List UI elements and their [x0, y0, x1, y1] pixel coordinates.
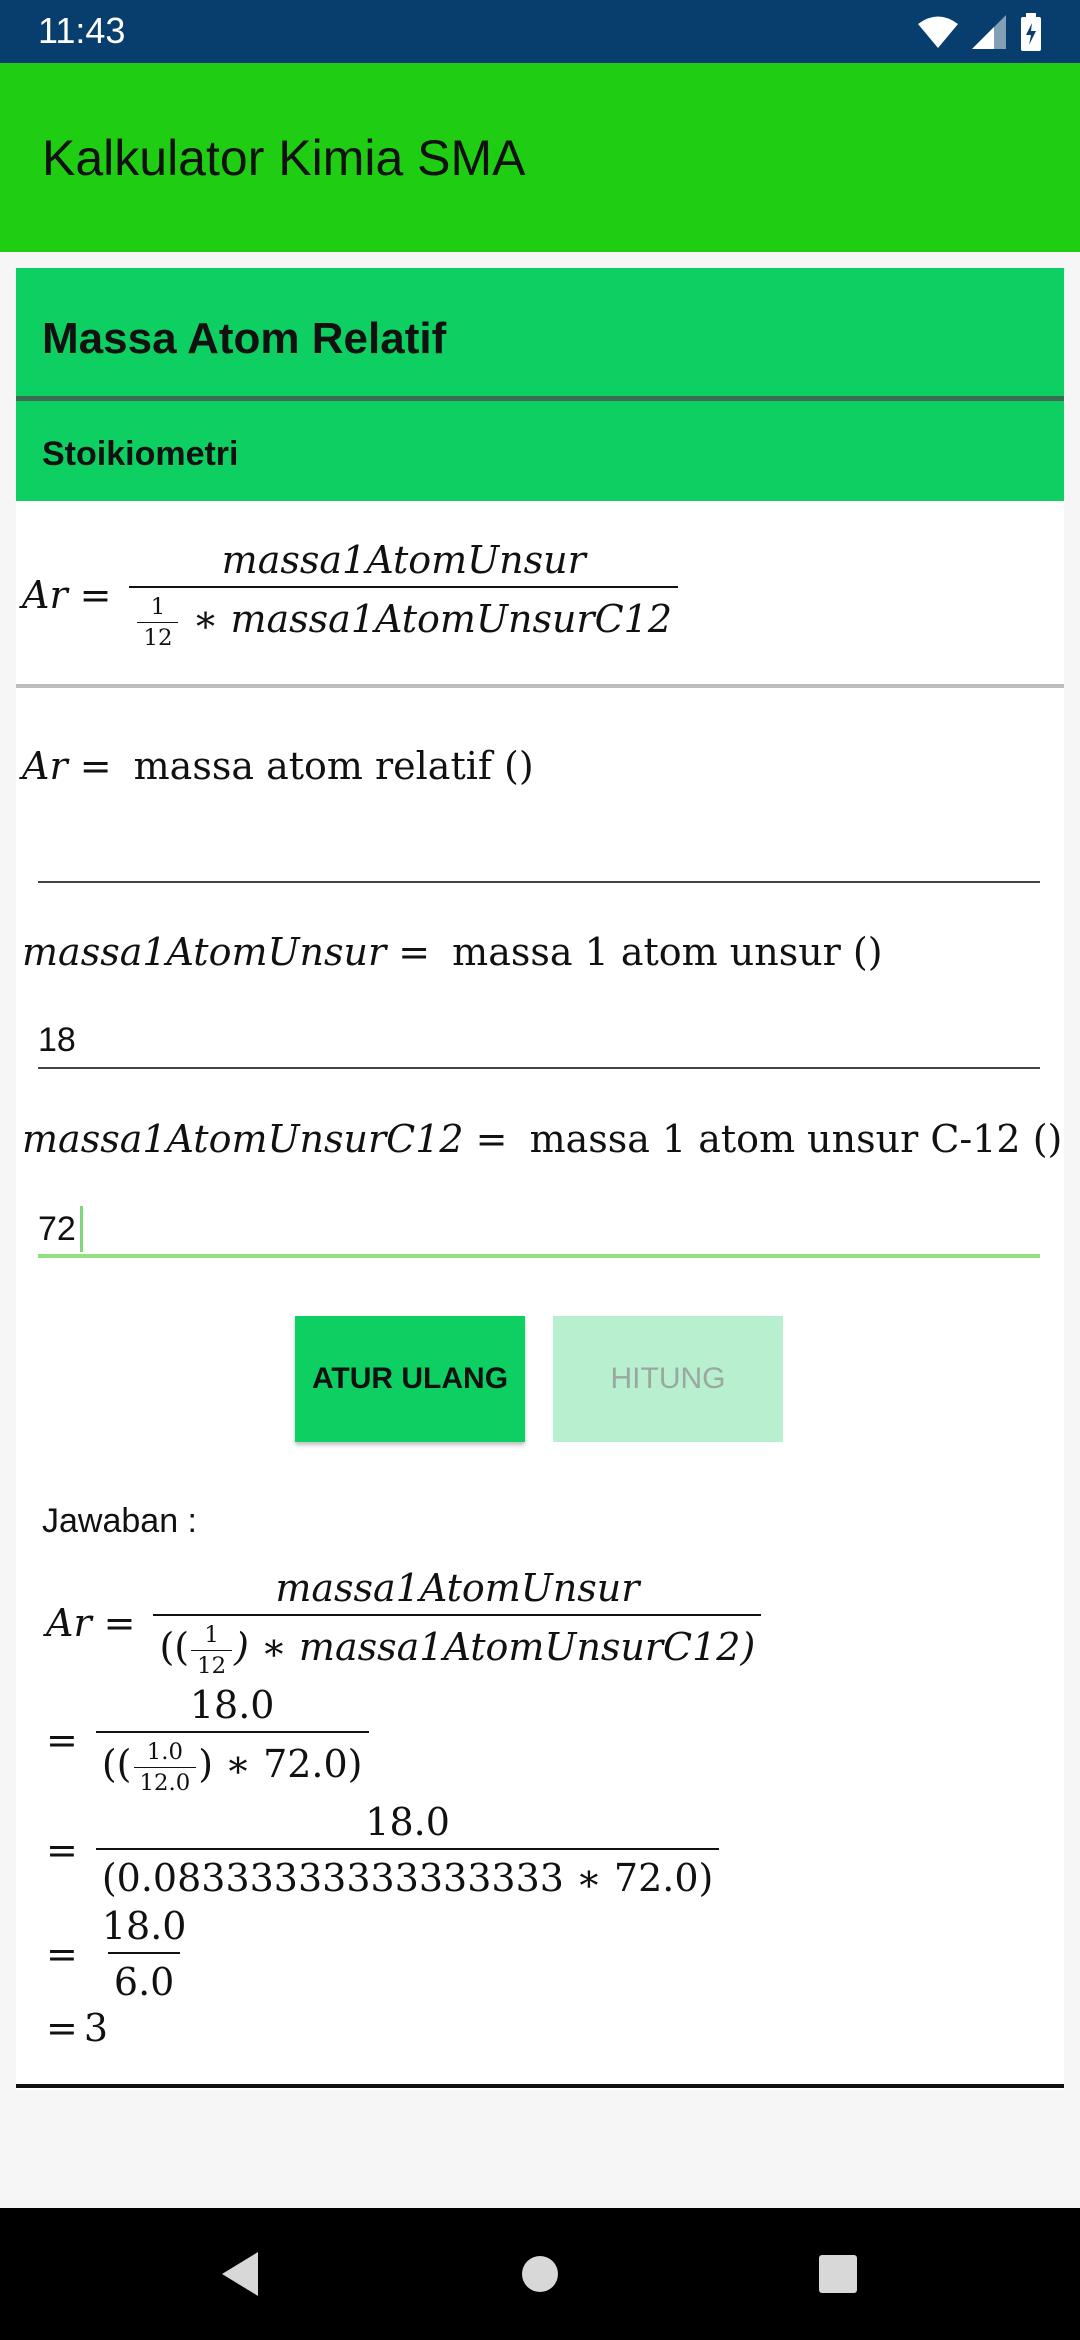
reset-button[interactable]: ATUR ULANG [295, 1316, 525, 1442]
answer-eq: = [46, 1828, 78, 1872]
app-title: Kalkulator Kimia SMA [42, 130, 526, 186]
massa1atomunsurc12-input[interactable] [38, 1204, 1040, 1254]
calculate-button[interactable]: HITUNG [553, 1316, 783, 1442]
main-formula [22, 538, 684, 651]
battery-icon [1020, 13, 1042, 51]
formula-lhs: Ar [22, 572, 68, 617]
wifi-icon [918, 15, 958, 49]
answer-line-3 [46, 1800, 767, 1900]
back-icon [218, 2250, 262, 2298]
answer-line-2 [46, 1683, 767, 1796]
answer-small-num-2: 1.0 [146, 1739, 184, 1765]
status-time: 11:43 [38, 10, 126, 51]
answer-den-close-1: ) ∗ massa1AtomUnsurC12) [234, 1625, 756, 1669]
field-label-massa1atomunsur [22, 930, 883, 974]
answer-derivation [46, 1566, 767, 2050]
field-label-massa1atomunsurc12 [22, 1117, 1062, 1161]
answer-numerator-3: 18.0 [365, 1800, 450, 1844]
answer-denominator-4: 6.0 [108, 1952, 180, 2004]
answer-den-open-1: (( [159, 1625, 190, 1669]
field-symbol: massa1AtomUnsur [22, 930, 387, 974]
ar-input[interactable] [38, 829, 1040, 879]
answer-line-5 [46, 2006, 767, 2050]
status-bar [0, 0, 1080, 63]
massa1atomunsur-input[interactable] [38, 1015, 1040, 1065]
answer-line-1 [46, 1566, 767, 1679]
answer-eq: = [46, 2006, 78, 2050]
formula-small-fraction [137, 594, 178, 651]
recents-icon [818, 2254, 858, 2294]
signal-icon [972, 15, 1006, 49]
answer-line-4 [46, 1904, 767, 2004]
field-description: massa 1 atom unsur C-12 () [529, 1117, 1063, 1161]
field-description: massa atom relatif () [133, 744, 534, 788]
answer-eq: = [46, 1932, 78, 1976]
answer-fraction-3 [96, 1800, 720, 1900]
formula-den-rest: ∗ massa1AtomUnsurC12 [192, 597, 673, 641]
massa1atomunsurc12-underline [38, 1254, 1040, 1258]
navigation-bar [0, 2208, 1080, 2340]
answer-small-fraction-1 [191, 1622, 232, 1679]
formula-eq: = [79, 572, 112, 617]
massa1atomunsur-underline [38, 1067, 1040, 1069]
answer-small-den-2: 12.0 [134, 1767, 197, 1796]
home-button[interactable] [510, 2244, 570, 2304]
answer-fraction-4 [96, 1904, 193, 2004]
field-symbol: massa1AtomUnsurC12 [22, 1117, 464, 1161]
formula-divider [16, 684, 1064, 688]
app-bar [0, 63, 1080, 252]
answer-small-fraction-2 [134, 1739, 197, 1796]
text-caret [80, 1206, 83, 1252]
answer-eq: = [103, 1600, 136, 1645]
field-eq: = [79, 744, 112, 788]
answer-fraction-1 [153, 1566, 761, 1679]
answer-den-close-2: ) ∗ 72.0) [198, 1742, 363, 1786]
answer-numerator-4: 18.0 [101, 1904, 187, 1948]
formula-small-den: 12 [137, 622, 178, 651]
answer-eq: = [46, 1717, 78, 1762]
card-title: Massa Atom Relatif [42, 314, 447, 363]
ar-input-field[interactable] [38, 823, 1040, 883]
answer-label: Jawaban : [42, 1502, 197, 1540]
answer-small-num-1: 1 [204, 1622, 219, 1648]
field-symbol: Ar [22, 744, 68, 788]
answer-numerator-2: 18.0 [189, 1683, 275, 1727]
field-eq: = [475, 1117, 508, 1161]
answer-result: 3 [83, 2006, 109, 2050]
answer-lhs: Ar [46, 1600, 92, 1645]
massa1atomunsurc12-input-field[interactable] [38, 1198, 1040, 1258]
card-header [16, 268, 1064, 396]
recents-button[interactable] [808, 2244, 868, 2304]
card-subtitle: Stoikiometri [42, 435, 239, 473]
answer-small-den-1: 12 [191, 1650, 232, 1679]
formula-fraction [129, 538, 678, 651]
card-subheader [16, 401, 1064, 501]
field-description: massa 1 atom unsur () [452, 930, 883, 974]
field-eq: = [398, 930, 431, 974]
answer-den-open-2: (( [101, 1742, 132, 1786]
back-button[interactable] [210, 2244, 270, 2304]
formula-numerator: massa1AtomUnsur [221, 538, 586, 582]
ar-input-underline [38, 881, 1040, 883]
massa1atomunsur-input-field[interactable] [38, 1009, 1040, 1069]
home-icon [520, 2254, 560, 2294]
field-label-ar [22, 744, 534, 788]
answer-denominator-3: (0.08333333333333333 ∗ 72.0) [96, 1848, 720, 1900]
status-icons [918, 12, 1042, 52]
answer-fraction-2 [96, 1683, 369, 1796]
answer-numerator-1: massa1AtomUnsur [275, 1566, 640, 1610]
formula-small-num: 1 [150, 594, 166, 620]
card-bottom-line [16, 2084, 1064, 2088]
